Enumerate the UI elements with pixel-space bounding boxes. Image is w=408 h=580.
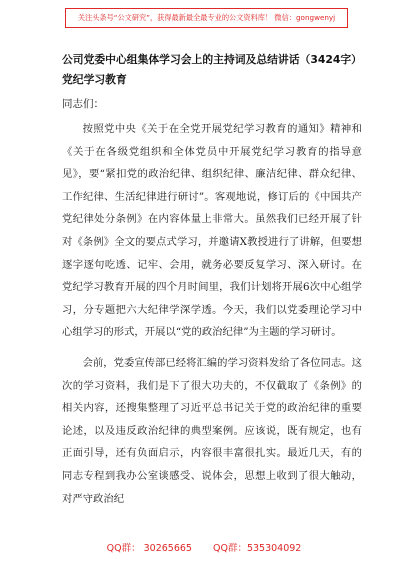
header-banner: 关注头条号“公文研究”，获得最新最全最专业的公文资料库！ 微信：gongwenyj: [65, 8, 348, 28]
salutation: 同志们：: [62, 98, 104, 110]
paragraph-1: 按照党中央《关于在全党开展党纪学习教育的通知》精神和《关于在各级党组织和全体党员中开展党纪学习教育的指导意见》，要“紧扣党的政治纪律、组织纪律、廉洁纪律、群众纪律、工作纪律、生活纪律进行研讨”。客观地说，修订后的《中国共产党纪律处分条例》在内容体量上非常大。虽然我们已经开展了针对《条例》全文的要点式学习，并邀请X教授进行了讲解，但要想逐字逐句吃透、记牢、会用，就务必要反复学习、深入研讨。在党纪学习教育开展的四个月时间里，我们计划将开展6次中心组学习，分专题把六大纪律学深学透。今天，我们以党委理论学习中心组学习的形式，开展以“党的政治纪律”为主题的学习研讨。: [62, 123, 362, 339]
document-title: 公司党委中心组集体学习会上的主持词及总结讲话（3424字）党纪学习教育: [62, 53, 362, 86]
footer-qq-group-1: QQ群： 30265665: [106, 543, 192, 554]
footer-qq-group-2: QQ群：535304092: [213, 543, 302, 554]
document-body: [62, 118, 362, 518]
page-footer: [0, 540, 408, 554]
paragraph-2: 会前，党委宣传部已经将汇编的学习资料发给了各位同志。这次的学习资料，我们是下了很大功夫的，不仅截取了《条例》的相关内容，还搜集整理了习近平总书记关于党的政治纪律的重要论述，以及违反政治纪律的典型案例。应该说，既有规定，也有正面引导，还有负面启示，内容很丰富很扎实。最近几天，有的同志专程到我办公室谈感受、说体会，思想上收到了很大触动，对严守政治纪: [62, 356, 362, 505]
